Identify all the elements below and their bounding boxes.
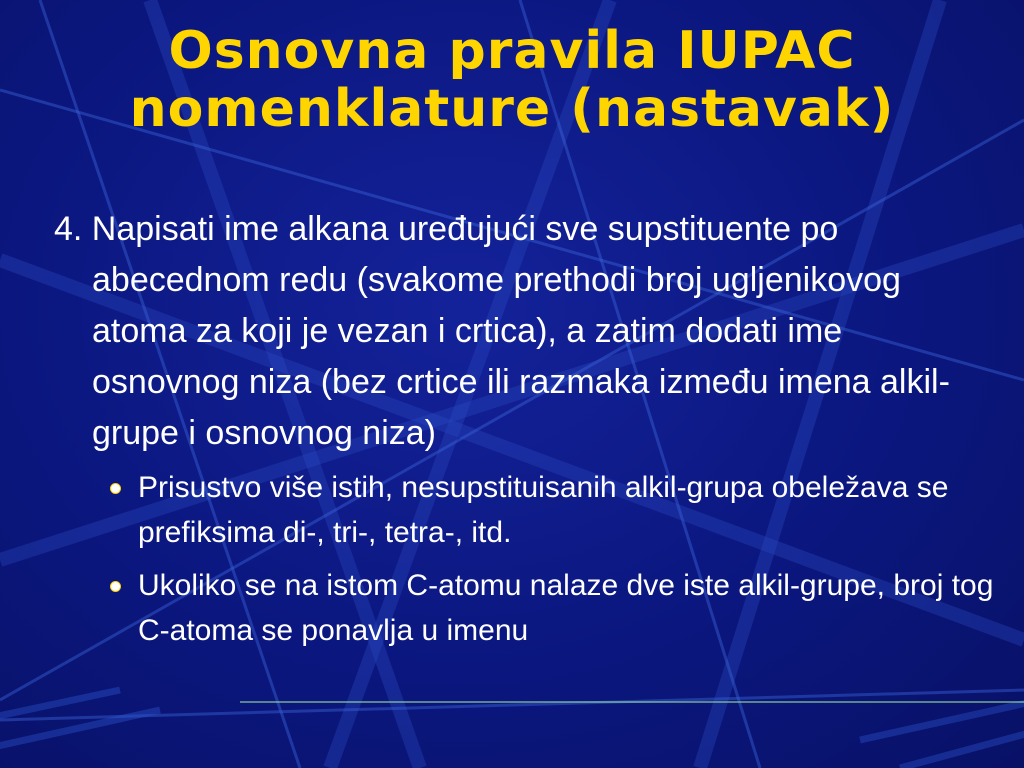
sub-point — [54, 465, 994, 555]
sub-point — [54, 563, 994, 653]
sub-point-text: Prisustvo više istih, nesupstituisanih alkil-grupa obeležava se prefiksima di-, tri-, tetra-, itd. — [138, 471, 949, 549]
sub-points-list — [54, 465, 994, 653]
slide-content — [54, 204, 994, 661]
title-line-2: nomenklature (nastavak) — [129, 79, 895, 139]
main-point: 4. Napisati ime alkana uređujući sve supstituente po abecednom redu (svakome prethodi broj ugljenikovog atoma za koji je vezan i crtica), a zatim dodati ime osnovnog niza (bez crtice ili razmaka između imena alkil-grupe i osnovnog niza) — [54, 210, 950, 452]
slide-title — [0, 22, 1024, 138]
title-line-1: Osnovna pravila IUPAC — [168, 21, 856, 81]
sub-point-text: Ukoliko se na istom C-atomu nalaze dve iste alkil-grupe, broj tog C-atoma se ponavlja u imenu — [138, 569, 994, 647]
bullet-dot-icon — [110, 581, 121, 592]
bullet-dot-icon — [110, 483, 121, 494]
